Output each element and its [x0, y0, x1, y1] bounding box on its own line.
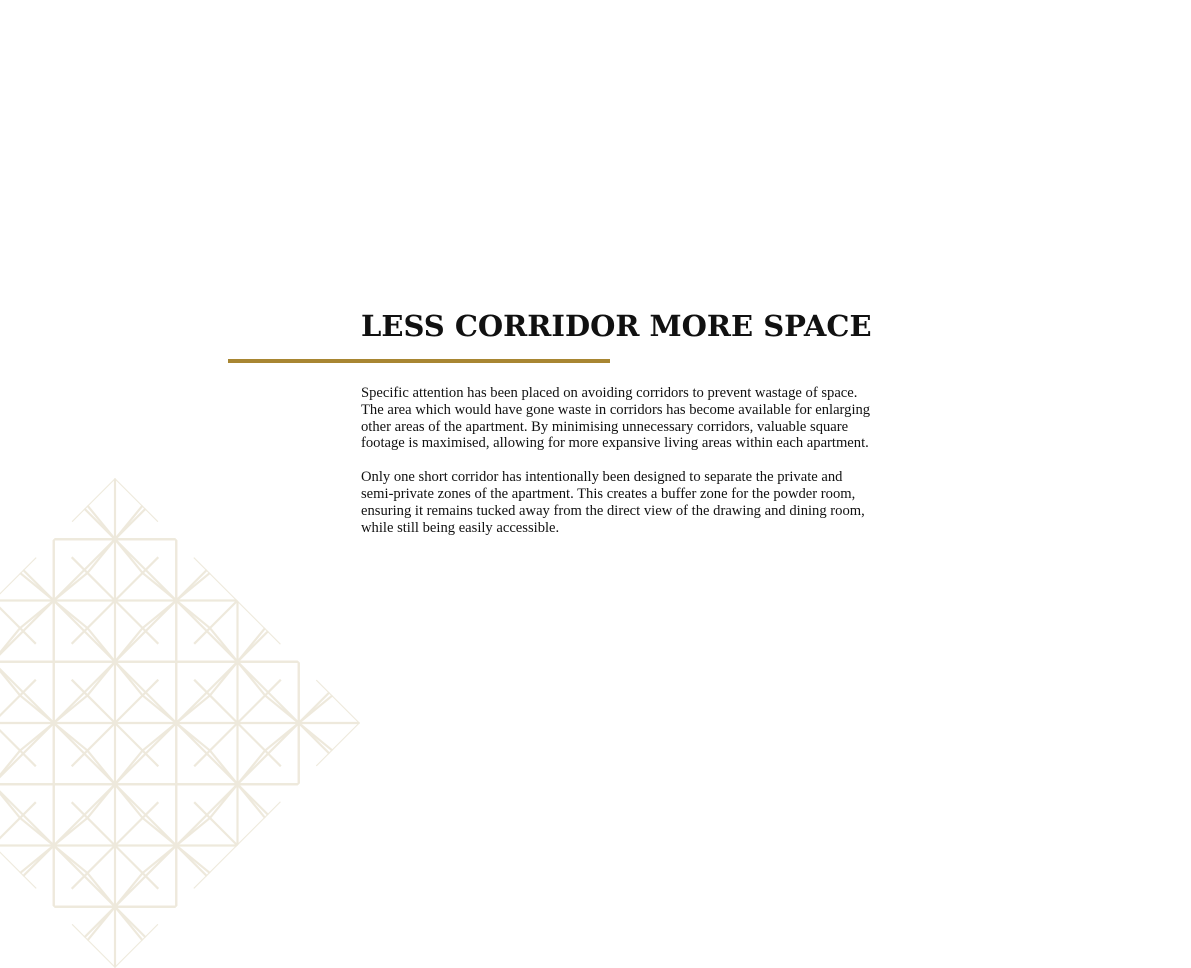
pattern-line [0, 478, 54, 539]
pattern-line [299, 907, 360, 968]
pattern-line [72, 557, 115, 600]
pattern-line [194, 723, 237, 766]
pattern-line [194, 680, 237, 723]
pattern-line [115, 478, 158, 521]
pattern-line [72, 680, 115, 723]
pattern-line [299, 907, 360, 968]
pattern-line [115, 723, 158, 766]
pattern-line [0, 557, 36, 600]
body-text [361, 385, 871, 553]
pattern-line [176, 478, 299, 539]
pattern-line [299, 478, 360, 539]
pattern-line [299, 784, 360, 907]
body-paragraph-2: Only one short corridor has intentionally been designed to separate the private and semi-private zones of the apartment. This creates a buffer zone for the powder room, ensuring it remains tucked away from the direct view of the drawing and dining room, while still being easily accessible. [361, 469, 865, 536]
pattern-line [0, 907, 54, 968]
pattern-line [0, 478, 54, 539]
pattern-line [0, 846, 36, 889]
pattern-line [238, 557, 281, 600]
pattern-line [299, 907, 360, 968]
pattern-line [72, 802, 115, 845]
pattern-line [72, 723, 115, 766]
pattern-line [317, 846, 360, 889]
pattern-line [176, 907, 299, 968]
pattern-line [72, 601, 115, 644]
pattern-line [194, 846, 237, 889]
pattern-line [194, 802, 237, 845]
pattern-line [115, 802, 158, 845]
pattern-line [238, 680, 281, 723]
pattern-line [317, 925, 360, 968]
pattern-line [299, 784, 360, 907]
page-title: LESS CORRIDOR MORE SPACE [361, 309, 872, 343]
geometric-background-pattern [0, 478, 360, 968]
pattern-line [194, 478, 237, 521]
pattern-line [238, 723, 281, 766]
pattern-line [176, 478, 299, 539]
pattern-line [238, 478, 281, 521]
pattern-line [0, 478, 54, 539]
pattern-line [238, 802, 281, 845]
pattern-line [0, 925, 36, 968]
body-paragraph-1: Specific attention has been placed on avoiding corridors to prevent wastage of space. The area which would have gone waste in corridors has become available for enlarging other areas of the apartment. By minimising unnecessary corridors, valuable square footage is maximised, allowing for more expansive living areas within each apartment. [361, 385, 871, 452]
pattern-line [0, 478, 36, 521]
pattern-line [176, 907, 299, 968]
pattern-line [317, 723, 360, 766]
pattern-line [176, 907, 299, 968]
pattern-line [194, 557, 237, 600]
pattern-line [317, 802, 360, 845]
pattern-line [299, 478, 360, 539]
pattern-line [72, 478, 115, 521]
pattern-line [317, 478, 360, 521]
pattern-line [299, 539, 360, 662]
pattern-line [0, 907, 54, 968]
pattern-line [299, 784, 360, 907]
pattern-line [238, 846, 281, 889]
pattern-line [299, 539, 360, 662]
pattern-line [238, 925, 281, 968]
pattern-line [72, 925, 115, 968]
pattern-line [238, 601, 281, 644]
pattern-line [115, 557, 158, 600]
pattern-line [299, 478, 360, 539]
pattern-line [115, 601, 158, 644]
pattern-line [194, 925, 237, 968]
pattern-line [317, 557, 360, 600]
pattern-line [317, 680, 360, 723]
pattern-line [299, 539, 360, 662]
title-underline [228, 359, 610, 363]
pattern-line [72, 846, 115, 889]
pattern-line [317, 601, 360, 644]
pattern-line [194, 601, 237, 644]
pattern-line [115, 680, 158, 723]
pattern-line [176, 478, 299, 539]
pattern-line [0, 907, 54, 968]
pattern-line [115, 846, 158, 889]
pattern-line [115, 925, 158, 968]
